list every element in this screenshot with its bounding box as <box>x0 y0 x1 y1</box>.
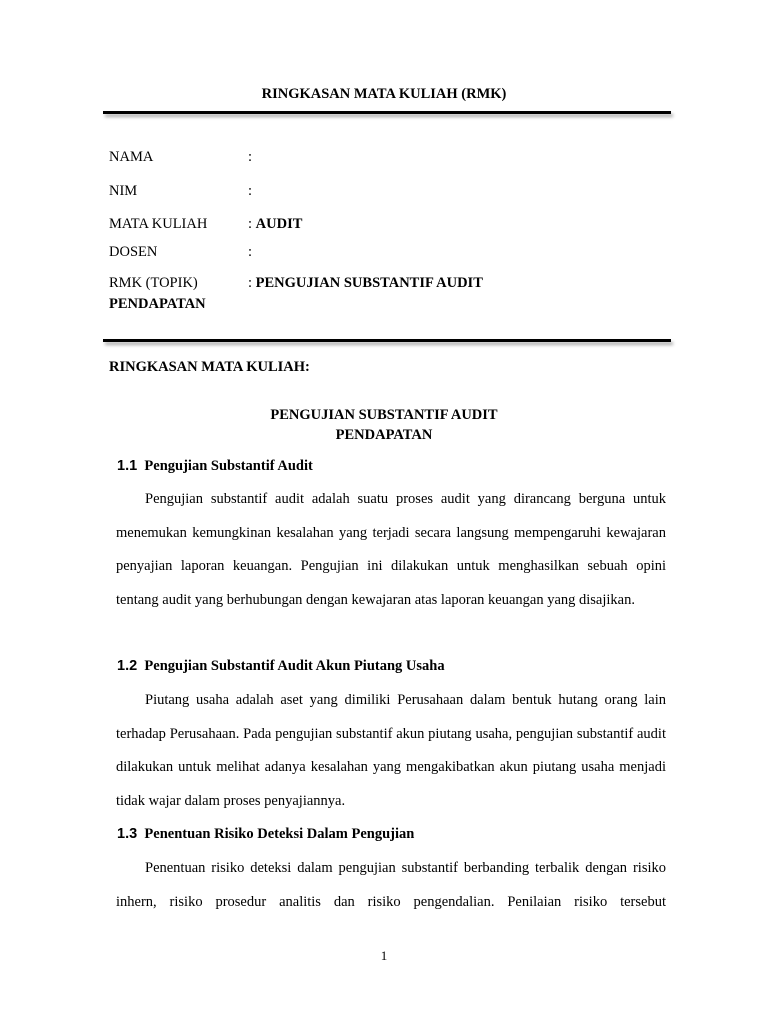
section-paragraph <box>116 852 666 919</box>
nama-label: NAMA <box>109 149 154 165</box>
section-heading <box>117 826 414 843</box>
section-heading <box>117 658 445 675</box>
top-divider <box>103 111 671 114</box>
section-number: 1.1 <box>117 458 138 474</box>
paragraph-text: Pengujian substantif audit adalah suatu proses audit yang dirancang berguna untuk menemukan kemungkinan kesalahan yang terjadi secara langsung mempengaruhi kewajaran penyajian laporan keuangan. Pengujian ini dilakukan untuk menghasilkan sebuah opini tentang audit yang berhubungan dengan kewajaran atas laporan keuangan yang disajikan. <box>116 491 666 608</box>
summary-heading: RINGKASAN MATA KULIAH: <box>109 359 310 375</box>
matkul-label: MATA KULIAH <box>109 216 208 232</box>
section-title: Penentuan Risiko Deteksi Dalam Pengujian <box>144 826 415 842</box>
section-heading <box>117 458 313 475</box>
matkul-colon: : <box>248 216 253 232</box>
section-title: Pengujian Substantif Audit Akun Piutang Usaha <box>144 658 445 674</box>
rmk-field <box>248 275 483 292</box>
nama-value: : <box>248 149 253 165</box>
bottom-divider <box>103 339 671 342</box>
nim-value: : <box>248 183 253 199</box>
nim-label: NIM <box>109 183 138 199</box>
rmk-value-continued: PENDAPATAN <box>109 296 206 312</box>
paragraph-text: Piutang usaha adalah aset yang dimiliki Perusahaan dalam bentuk hutang orang lain terhadap Perusahaan. Pada pengujian substantif akun piutang usaha, pengujian substantif audit dilakukan untuk melihat adanya kesalahan yang mengakibatkan akun piutang usaha menjadi tidak wajar dalam proses penyajiannya. <box>116 692 666 809</box>
page-number: 1 <box>380 948 388 963</box>
section-paragraph <box>116 483 666 617</box>
matkul-field <box>248 216 302 233</box>
section-number: 1.2 <box>117 658 138 674</box>
rmk-colon: : <box>248 275 253 291</box>
document-title: RINGKASAN MATA KULIAH (RMK) <box>261 86 507 102</box>
rmk-label: RMK (TOPIK) <box>109 275 198 291</box>
dosen-value: : <box>248 244 253 260</box>
topic-title-line2: PENDAPATAN <box>335 427 433 443</box>
rmk-value: PENGUJIAN SUBSTANTIF AUDIT <box>255 275 483 291</box>
section-number: 1.3 <box>117 826 138 842</box>
section-title: Pengujian Substantif Audit <box>144 458 313 474</box>
dosen-label: DOSEN <box>109 244 158 260</box>
section-paragraph <box>116 684 666 818</box>
matkul-value: AUDIT <box>255 216 303 232</box>
paragraph-text: Penentuan risiko deteksi dalam pengujian substantif berbanding terbalik dengan risiko inhern, risiko prosedur analitis dan risiko pengendalian. Penilaian risiko tersebut <box>116 860 666 910</box>
topic-title-line1: PENGUJIAN SUBSTANTIF AUDIT <box>270 407 498 423</box>
